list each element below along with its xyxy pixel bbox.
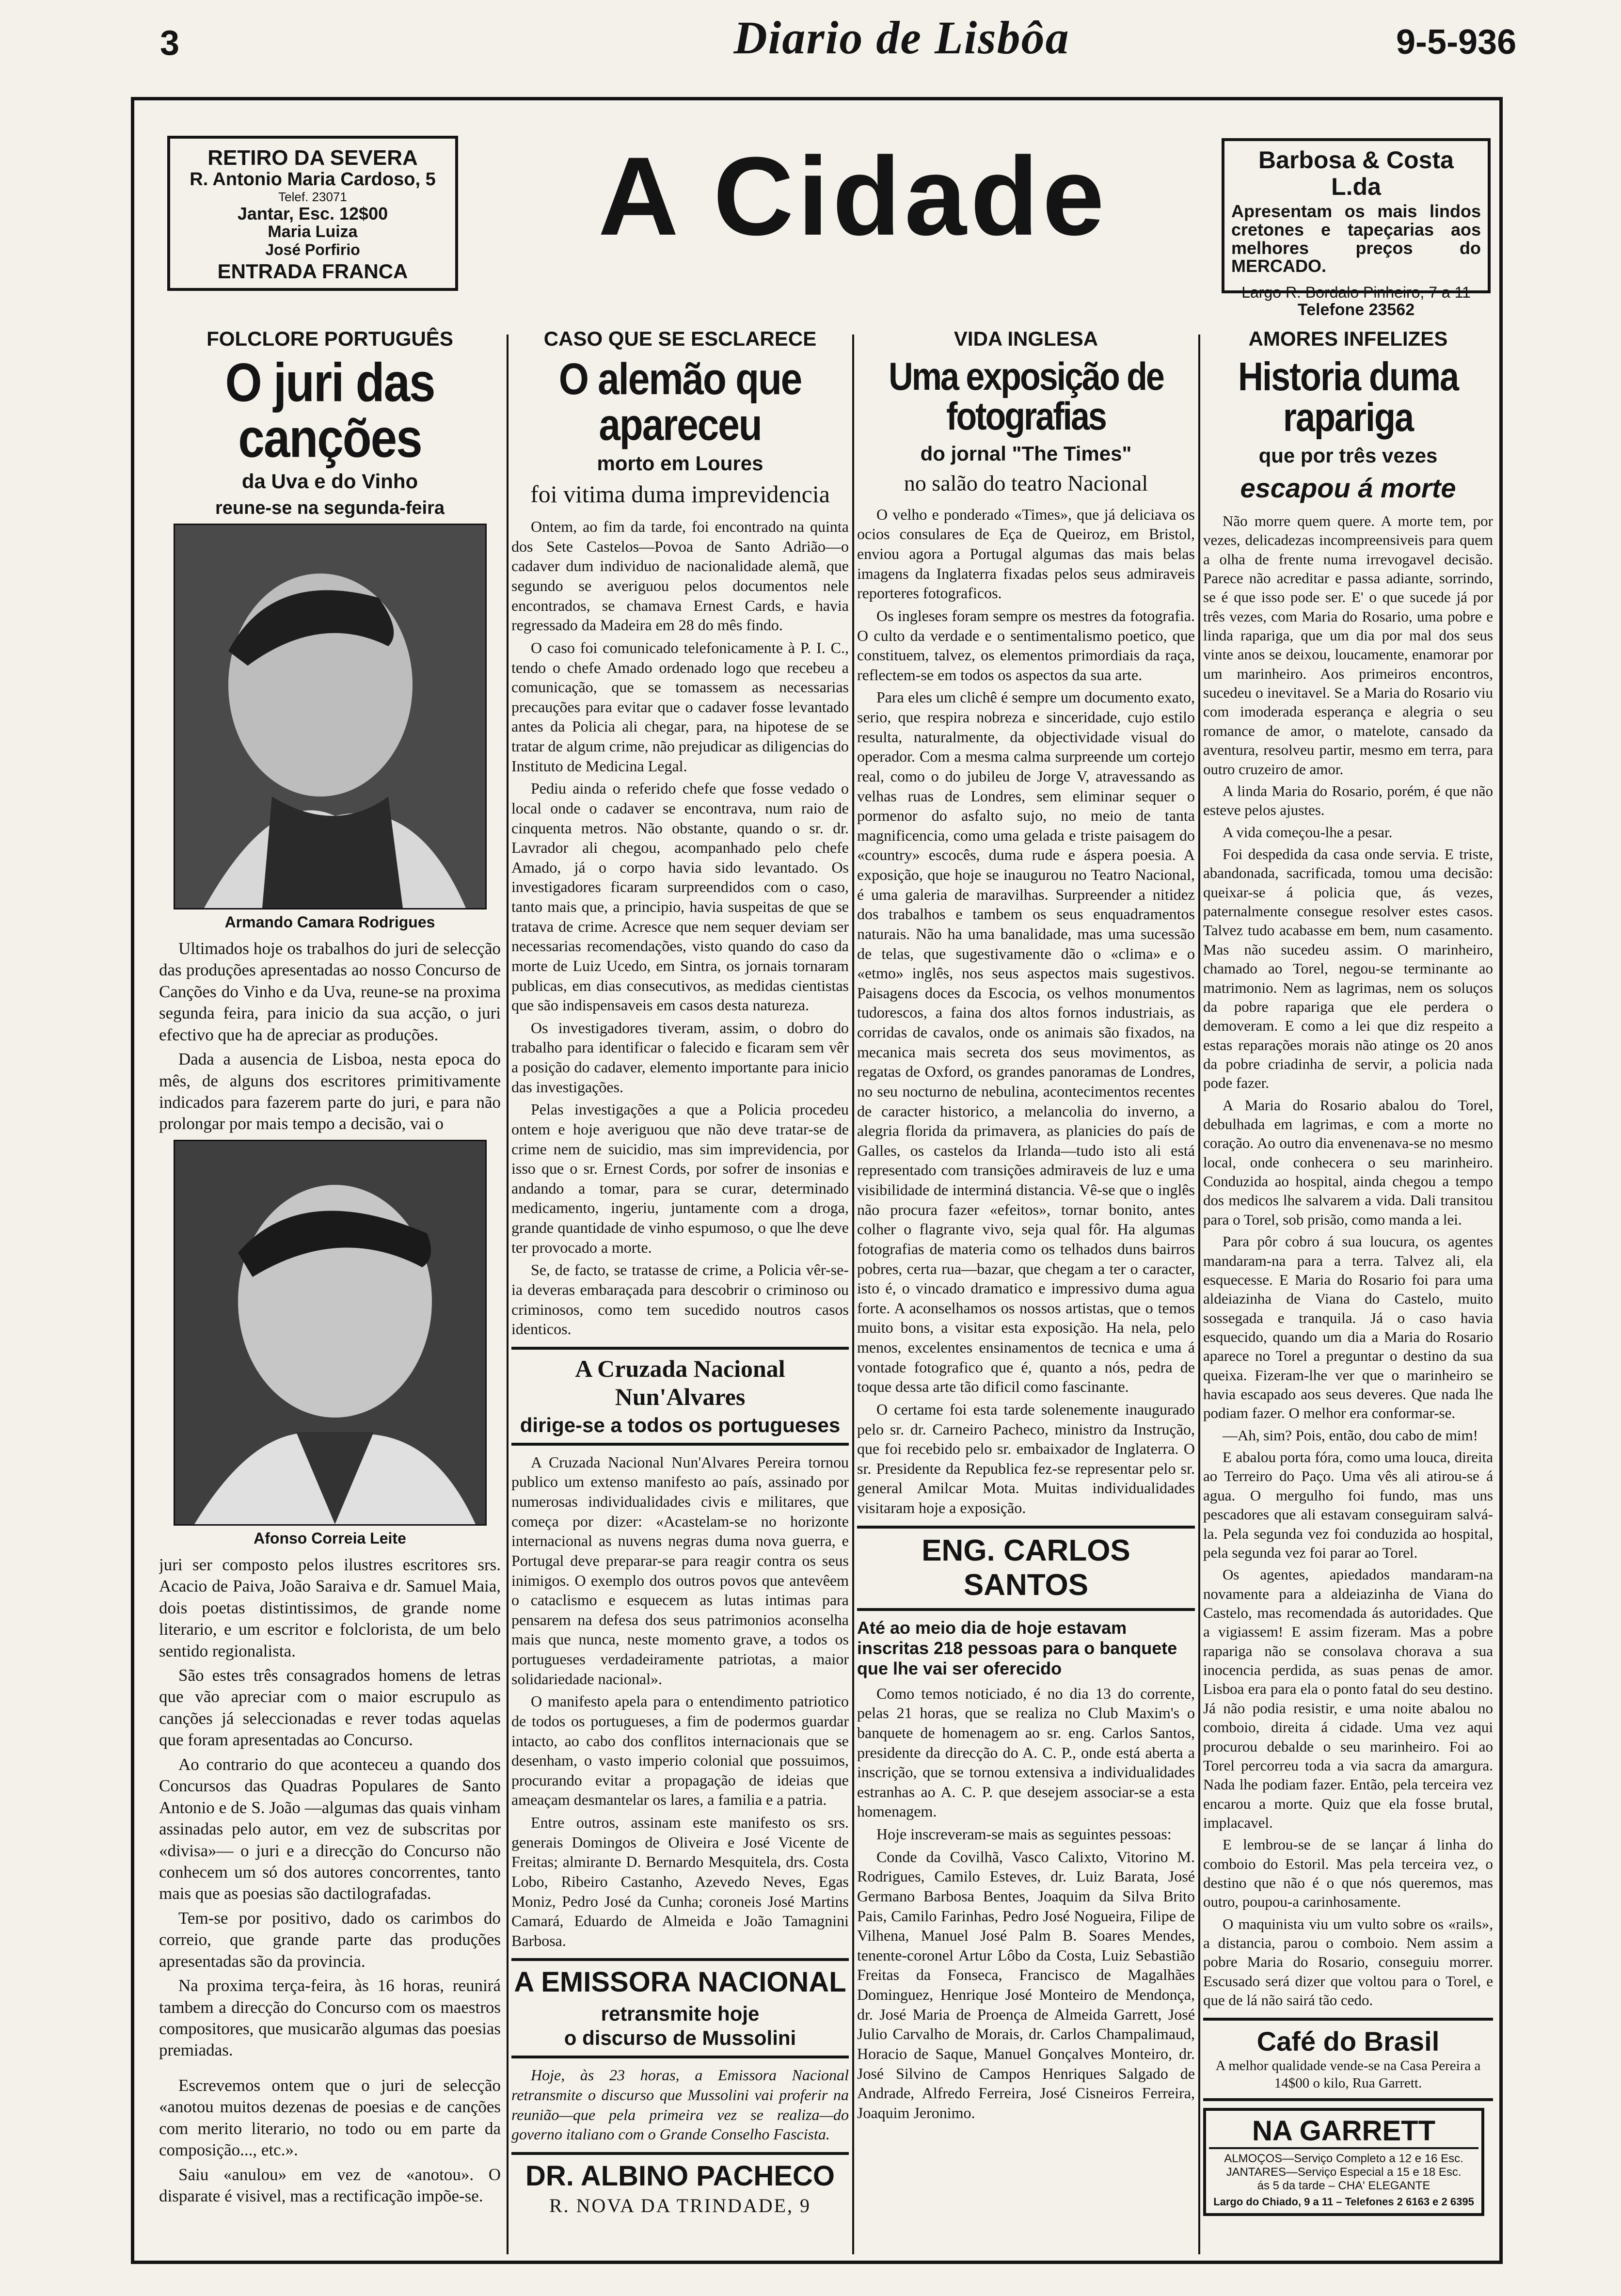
article-body-continued [159,1554,501,2207]
portrait-illustration [175,525,485,908]
ad-address: R. NOVA DA TRINDADE, 9 [549,2194,811,2216]
ad-retiro-name: RETIRO DA SEVERA [207,146,418,170]
subhead-2: foi vitima duma imprevidencia [530,480,830,508]
column-rule [1198,335,1200,2254]
column-vida-inglesa [857,327,1195,2257]
paragraph: E abalou porta fóra, como uma louca, direita ao Terreiro do Paço. Uma vês ali atirou-se á agua. O mergulho foi fundo, mas uns pescadores que ali estavam conseguiram salvá-la. Pela segunda vez foi conduzida ao hospital, pela segunda vez foi parar ao Torel. [1203,1449,1493,1561]
paragraph: Ao contrario do que aconteceu a quando dos Concursos das Quadras Populares de Santo Antonio e de S. João —algumas das quais vinham assinadas pelo autor, em vez de subscritas por «divisa»— o juri e a direcção do Concurso não conhecem um só dos autores concorrentes, tanto mais que as poesias são dactilografadas. [159,1754,501,1903]
subhead: Até ao meio dia de hoje estavam inscritas 218 pessoas para o banquete que lhe vai ser oferecido [857,1617,1177,1678]
column-folclore [159,327,501,2257]
ad-retiro-phone: Telef. 23071 [278,190,347,205]
paragraph: A linda Maria do Rosario, porém, é que não esteve pelos ajustes. [1203,782,1493,819]
ad-retiro-da-severa [167,136,458,291]
cruzada-article [511,1347,849,1446]
paragraph: Tem-se por positivo, dado os carimbos do correio, que grande parte das produções apresentadas são da provincia. [159,1908,501,1971]
paragraph: Hoje inscreveram-se mais as seguintes pessoas: [876,1825,1172,1843]
column-rule [507,335,509,2254]
column-amores-infelizes [1203,327,1493,2257]
column-rule [852,335,854,2254]
headline: A Cruzada Nacional Nun'Alvares [575,1355,785,1410]
section-title: A Cidade [598,134,1109,258]
paragraph: Ultimados hoje os trabalhos do juri de selecção das produções apresentadas ao nosso Concurso de Canções do Vinho e da Uva, reune-se na proxima segunda feira, para inicio da sua acção, o juri efectivo que ha de apreciar as produções. [159,939,501,1044]
subhead-2: reune-se na segunda-feira [215,497,445,518]
subhead: do jornal "The Times" [920,442,1132,465]
paragraph: Não morre quem quere. A morte tem, por vezes, delicadezas incompreensiveis para quem a olha de frente numa irrevogavel decisão. Parece não acreditar e passa adiante, sorrindo, se é que isso pode ser. E' o que sucede já por três vezes, com Maria do Rosario, uma pobre e linda rapariga, que um dia por mal dos seus vinte anos se deixou, loucamente, enamorar por um marinheiro. Aos primeiros encontros, sucedeu o inevitavel. Se a Maria do Rosario viu com imoderada esperança e alegria o seu romance de amor, o matelote, cansado da aventura, resolveu partir, mesmo em terra, para outro cruzeiro de amor. [1203,512,1493,778]
paragraph: A vida começou-lhe a pesar. [1223,823,1393,841]
paragraph: O caso foi comunicado telefonicamente à P. I. C., tendo o chefe Amado ordenado logo que recebeu a comunicação, que se tomassem as necessarias precauções para evitar que o cadaver fosse levantado antes da Policia ali chegar, para, na hipotese de se tratar de algum crime, não prejudicar as diligencias do Instituto de Medicina Legal. [511,638,849,775]
article-body [511,517,849,1339]
paragraph: Os ingleses foram sempre os mestres da fotografia. O culto da verdade e o sentimentalismo poetico, que constituem, talvez, os elementos primordiais da raça, reflectem-se em todos os aspectos da sua arte. [857,606,1195,684]
ad-name: Café do Brasil [1256,2025,1440,2057]
paragraph: juri ser composto pelos ilustres escritores srs. Acacio de Paiva, João Saraiva e dr. Samuel Maia, dois poetas distintissimos, de grande nome literario, e um escritor e folclorista, de um belo sentido regionalista. [159,1555,501,1660]
ad-barbosa-address: Largo R. Bordalo Pinheiro, 7 a 11 [1241,284,1471,302]
paragraph: Conde da Covilhã, Vasco Calixto, Vitorino M. Rodrigues, Camilo Esteves, dr. Luiz Barata, José Germano Barbosa Bentes, Joaquim da Silva Brito Pais, Camilo Farinhas, Pedro José Nogueira, Filipe de Vilhena, Manuel José Palm B. Soares Mendes, tenente-coronel Artur Lôbo da Costa, Luiz Sebastião Freitas da Fonseca, Francisco de Magalhães Dominguez, Henrique José Monteiro de Mendonça, dr. José Maria de Proença de Almeida Garrett, José Julio Carvalho de Morais, dr. Carlos Champalimaud, Horacio de Saque, Manuel Gonçalves Monteiro, dr. José Silvino de Campos Henriques Salgado de Andrade, Alfredo Ferreira, José Cisneiros Ferreira, Joaquim Jeronimo. [857,1848,1195,2121]
page-number: 3 [160,24,180,63]
paragraph: Hoje, às 23 horas, a Emissora Nacional retransmite o discurso que Mussolini vai proferir na reunião—que pela primeira vez se realiza—do governo italiano com o Grande Conselho Fascista. [511,2066,849,2143]
paragraph: E lembrou-se de se lançar á linha do comboio do Estoril. Mas pela terceira vez, o destino que não é o que nós queremos, mas outro, poupou-a carinhosamente. [1203,1836,1493,1911]
paragraph: Pediu ainda o referido chefe que fosse vedado o local onde o cadaver se encontrava, num raio de cinquenta metros. Não obstante, quando o sr. dr. Lavrador ali chegou, acompanhado pelo chefe Amado, já o corpo havia sido levantado. Os investigadores ficaram surpreendidos com o caso, tanto mais que, a principio, havia suspeitas de que se tratava de crime. Acresce que nem sequer deviam ser necessarias recomendações, visto quando do caso da morte de Luiz Ucedo, em Sintra, os jornais tornaram publicas, em dias consecutivos, as medidas cientistas que são indispensaveis em casos desta natureza. [511,780,849,1014]
paragraph: A Cruzada Nacional Nun'Alvares Pereira tornou publico um extenso manifesto ao país, assinado por numerosas individualidades civis e militares, que começa por dizer: «Acastelam-se no horizonte internacional as nuvens negras duma nova guerra, e Portugal deve preparar-se para reagir contra os seus inimigos. O exemplo dos outros povos que antevêem o cataclismo e esquecem as lutas intimas para pensarem na defesa dos seus patrimonios aconselha mais que nunca, neste momento grave, a todos os portugueses verdadeiramente patriotas, a maior solidariedade nacional». [511,1453,849,1688]
ad-retiro-singer2: José Porfirio [265,240,360,258]
paragraph: Os investigadores tiveram, assim, o dobro do trabalho para identificar o falecido e ficaram sem vêr a posição do cadaver, elemento importante para inicio das investigações. [511,1019,849,1096]
ad-line: ALMOÇOS—Serviço Completo a 12 e 16 Esc. [1224,2152,1463,2166]
photo-caption: Afonso Correia Leite [254,1529,406,1547]
portrait-photo [174,1140,487,1526]
article-body [857,505,1195,1518]
kicker: AMORES INFELIZES [1248,327,1448,350]
ad-line: ás 5 da tarde – CHA' ELEGANTE [1257,2179,1430,2193]
page-header [0,0,1621,97]
ad-na-garrett [1203,2108,1484,2216]
column-caso [511,327,849,2257]
portrait-illustration [175,1141,485,1524]
subhead-2: o discurso de Mussolini [564,2026,796,2050]
article-body [159,938,501,1135]
ad-retiro-singer1: Maria Luiza [268,223,358,241]
paragraph: O velho e ponderado «Times», que já deliciava os ocios consulares de Eça de Queiroz, em Bristol, enviou agora a Portugal algumas das mais belas imagens da Inglaterra fixadas pelos seus admiraveis reporteres fotograficos. [857,505,1195,602]
paragraph: Os agentes, apiedados mandaram-na novamente para a aldeiazinha de Viana do Castelo, mas recomendada ás autoridades. Que a vigiassem! E assim fizeram. Mas a pobre rapariga não se consolava chorava a sua inocencia perdida, as suas penas de amor. Lisboa era para ela o ponto fatal do seu destino. Já não podia resistir, e uma noite abalou no comboio, direita á cidade. Uma vez aqui procurou debalde o seu marinheiro. Foi ao Torel percorreu toda a via sacra da amargura. Nada lhe podiam fazer. Então, pela terceira vez encarou a morte. Quiz que ela fosse brutal, implacavel. [1203,1566,1493,1831]
ad-line: JANTARES—Serviço Especial a 15 e 18 Esc. [1226,2166,1462,2179]
paragraph: Como temos noticiado, é no dia 13 do corrente, pelas 21 horas, que se realiza no Club Maxim's o banquete de homenagem ao sr. eng. Carlos Santos, presidente da direcção do A. C. P., onde está aberta a inscrição, que se tornou extensiva a individualidades estranhas ao A. C. P. que desejem associar-se a esta homenagem. [857,1684,1195,1820]
paragraph: Se, de facto, se tratasse de crime, a Policia vêr-se-ia deveras embaraçada para descobrir o criminoso ou criminosos, como tem sucedido noutros casos identicos. [511,1261,849,1338]
photo-caption: Armando Camara Rodrigues [224,913,435,931]
ad-name: NA GARRETT [1209,2115,1478,2149]
issue-date: 9-5-936 [1396,23,1517,62]
ad-retiro-dinner: Jantar, Esc. 12$00 [237,203,388,223]
headline: Historia duma rapariga [1238,354,1459,440]
headline: Uma exposição de fotografias [889,354,1163,438]
emissora-article [511,1958,849,2058]
kicker: FOLCLORE PORTUGUÊS [207,327,453,350]
masthead: Diario de Lisbôa [733,12,1070,64]
paragraph: Pelas investigações a que a Policia procedeu ontem e hoje averiguou que não deve tratar-se de crime nem de suicidio, mas sim imprevidencia, por isso que o sr. Ernest Cords, por sofrer de insonias e andando a tomar, para se curar, determinado medicamento, ingeriu, juntamente com a droga, grande quantidade de vinho espumoso, o que lhe deve ter provocado a morte. [511,1100,849,1256]
paragraph: O certame foi esta tarde solenemente inaugurado pelo sr. dr. Carneiro Pacheco, ministro da Instrução, que foi recebido pelo sr. embaixador de Inglaterra. O sr. Presidente da Republica fez-se representar pelo sr. general Amilcar Mota. Muitas individualidades visitaram hoje a exposição. [857,1400,1195,1517]
ad-retiro-entry: ENTRADA FRANCA [217,259,408,283]
paragraph: O manifesto apela para o entendimento patriotico de todos os portugueses, a fim de podermos guardar intacto, ao cabo dos conflitos internacionais que se desenham, o vasto imperio colonial que possuimos, procurando evitar a propagação de ideias que ameaçam desmantelar os lares, a familia e a patria. [511,1692,849,1809]
subhead-2: no salão do teatro Nacional [904,470,1148,495]
ad-name: DR. ALBINO PACHECO [525,2160,835,2192]
paragraph: A Maria do Rosario abalou do Torel, debulhada em lagrimas, e com a morte no coração. Ao outro dia envenenava-se no mesmo local, onde conhecera o seu marinheiro. Conduzida ao hospital, ainda chegou a tempo dos medicos lhe salvarem a vida. Dali transitou para o Torel, sob prisão, como manda a lei. [1203,1096,1493,1228]
headline: O alemão que apareceu [558,354,802,449]
paragraph: Ontem, ao fim da tarde, foi encontrado na quinta dos Sete Castelos—Povoa de Santo Adrião—o cadaver dum individuo de nacionalidade alemã, que segundo se averiguou pelos documentos nele encontrados, se chamava Ernest Cards, e havia regressado da Madeira em 28 do mês findo. [511,518,849,634]
headline: A EMISSORA NACIONAL [514,1966,846,1998]
ad-line: Largo do Chiado, 9 a 11 – Telefones 2 6163 e 2 6395 [1213,2196,1474,2208]
ad-cafe-do-brasil [1203,2018,1493,2102]
ad-barbosa-phone: Telefone 23562 [1297,301,1415,319]
subhead: retransmite hoje [601,2002,760,2025]
ad-barbosa-name: Barbosa & Costa L.da [1258,146,1454,200]
portrait-photo [174,524,487,909]
paragraph: Saiu «anulou» em vez de «anotou». O disparate é visivel, mas a rectificação impõe-se. [159,2165,501,2206]
subhead-2: escapou á morte [1240,472,1456,503]
paragraph: —Ah, sim? Pois, então, dou cabo de mim! [1223,1426,1478,1444]
ad-text: A melhor qualidade vende-se na Casa Pereira a 14$00 o kilo, Rua Garrett. [1215,2057,1481,2091]
ad-albino-pacheco [511,2152,849,2223]
paragraph: Foi despedida da casa onde servia. E triste, abandonada, sacrificada, tomou uma decisão: queixar-se á policia que, ás vezes, paternalmente consegue resolver estes casos. Talvez tudo acabasse em bem, num casamento. Mas não sucedeu assim. O marinheiro, chamado ao Torel, negou-se terminante ao matrimonio. Nem as lagrimas, nem os soluços da pobre rapariga que ele perdera o demoveram. E como a lei que diz respeito a estas reparações morais não atinge os 20 anos da pobre criadinha de servir, a policia nada pode fazer. [1203,845,1493,1092]
subhead: da Uva e do Vinho [241,469,418,493]
subhead: dirige-se a todos os portugueses [520,1413,841,1436]
paragraph: Para pôr cobro á sua loucura, os agentes mandaram-na para a terra. Talvez ali, ela esquecesse. E Maria do Rosario foi para uma aldeiazinha de Viana do Castelo, muito sossegada e tranquila. Já o caso havia esquecido, quando um dia a Maria do Rosario aparece no Torel a preguntar o destino da sua queixa. Fizeram-lhe ver que o marinheiro se havia escapado aos seus deveres. Que nada lhe podiam fazer. O melhor era conformar-se. [1203,1233,1493,1422]
carlos-santos-article [857,1526,1195,1611]
paragraph: São estes três consagrados homens de letras que vão apreciar com o maior escrupulo as canções já seleccionadas e rever todas aquelas que foram apresentadas ao Concurso. [159,1666,501,1750]
article-body [857,1684,1195,2123]
ad-barbosa-text: Apresentam os mais lindos cretones e tapeçarias aos melhores preços do MERCADO. [1231,201,1481,276]
kicker: VIDA INGLESA [954,327,1098,350]
kicker: CASO QUE SE ESCLARECE [543,327,817,350]
subhead: morto em Loures [597,452,763,475]
headline: O juri das canções [225,351,435,469]
article-body [1203,511,1493,2010]
paragraph: Dada a ausencia de Lisboa, nesta epoca do mês, de alguns dos escritores primitivamente indicados para fazerem parte do juri, e para não prolongar por mais tempo a decisão, vai o [159,1050,501,1133]
ad-barbosa-costa [1222,138,1491,319]
subhead: que por três vezes [1258,444,1438,467]
paragraph: Para eles um clichê é sempre um documento exato, serio, que respira nobreza e sinceridade, cujo estilo resulta, naturalmente, da objectividade visual do operador. Com a mesma calma surpreende um cortejo real, como o do jubileu de Jorge V, atravessando as velhas ruas de Londres, sem eliminar sequer o pormenor do asfalto sujo, no meio de tanta magnificencia, como uma gelada e triste paisagem do «country» escocês, duma rude e áspera poesia. A exposição, que hoje se inaugurou no Teatro Nacional, é uma galeria de maravilhas. Surpreender a nitidez dos trabalhos e tambem os seus enquadramentos naturais. Não ha uma banalidade, mas uma sucessão de telas, que sugestivamente dão o «clima» e o «etmo» inglês, nos seus aspectos mais sugestivos. Paisagens doces da Escocia, os velhos monumentos tudorescos, a faina dos altos fornos industriais, as corridas de cavalos, onde os animais são fixados, na mecanica mais secreta dos seus movimentos, as regatas de Oxford, os grandes panoramas de Londres, no seu nocturno de nebulina, acontecimentos recentes de caracter historico, a melancolia do inverno, a alegria florida da primavera, as planicies do país de Galles, os castelos da Irlanda—tudo isto ali está representado com transições admiraveis de luz e uma visibilidade de interminá distancia. Vê-se que o inglês não procura fazer «efeitos», tornar bonito, antes colher o flagrante vivo, seja qual fôr. Ha algumas fotografias de materia como os telhados duns bairros pobres, certa rua—bazar, que chegam a ter o caracter, isto é, o vincado dramatico e impressivo duma agua forte. A aconselhamos os nossos artistas, que o temos muito bons, a visitar esta exposição. Ha nela, pelo menos, excelentes ensinamentos de tecnica e uma á vontade fotografico que é, quanto a nós, pedra de toque dessa arte tão dificil como fascinante. [857,688,1195,1396]
article-body [511,1452,849,1951]
article-body [511,2065,849,2144]
paragraph: Entre outros, assinam este manifesto os srs. generais Domingos de Oliveira e José Vicente de Freitas; almirante D. Bernardo Mesquitela, drs. Costa Lobo, Ribeiro Castanho, Azevedo Neves, Egas Moniz, Pedro José da Cunha; coroneis José Martins Camará, Eduardo de Almeida e João Tamagnini Barbosa. [511,1814,849,1949]
ad-retiro-address: R. Antonio Maria Cardoso, 5 [190,169,436,190]
paragraph: O maquinista viu um vulto sobre os «rails», a distancia, parou o comboio. Nem assim a pobre Maria do Rosario, conseguiu morrer. Escusado será dizer que voltou para o Torel, e que de lá não sairá tão cedo. [1203,1915,1493,2009]
headline: ENG. CARLOS SANTOS [922,1533,1130,1602]
paragraph: Escrevemos ontem que o juri de selecção «anotou muitos dezenas de poesias e de canções com merito literario, no todo ou em parte da composição..., etc.». [159,2075,501,2160]
paragraph: Na proxima terça-feira, às 16 horas, reunirá tambem a direcção do Concurso com os maestros compositores, que musicarão algumas das poesias premiadas. [159,1976,501,2060]
